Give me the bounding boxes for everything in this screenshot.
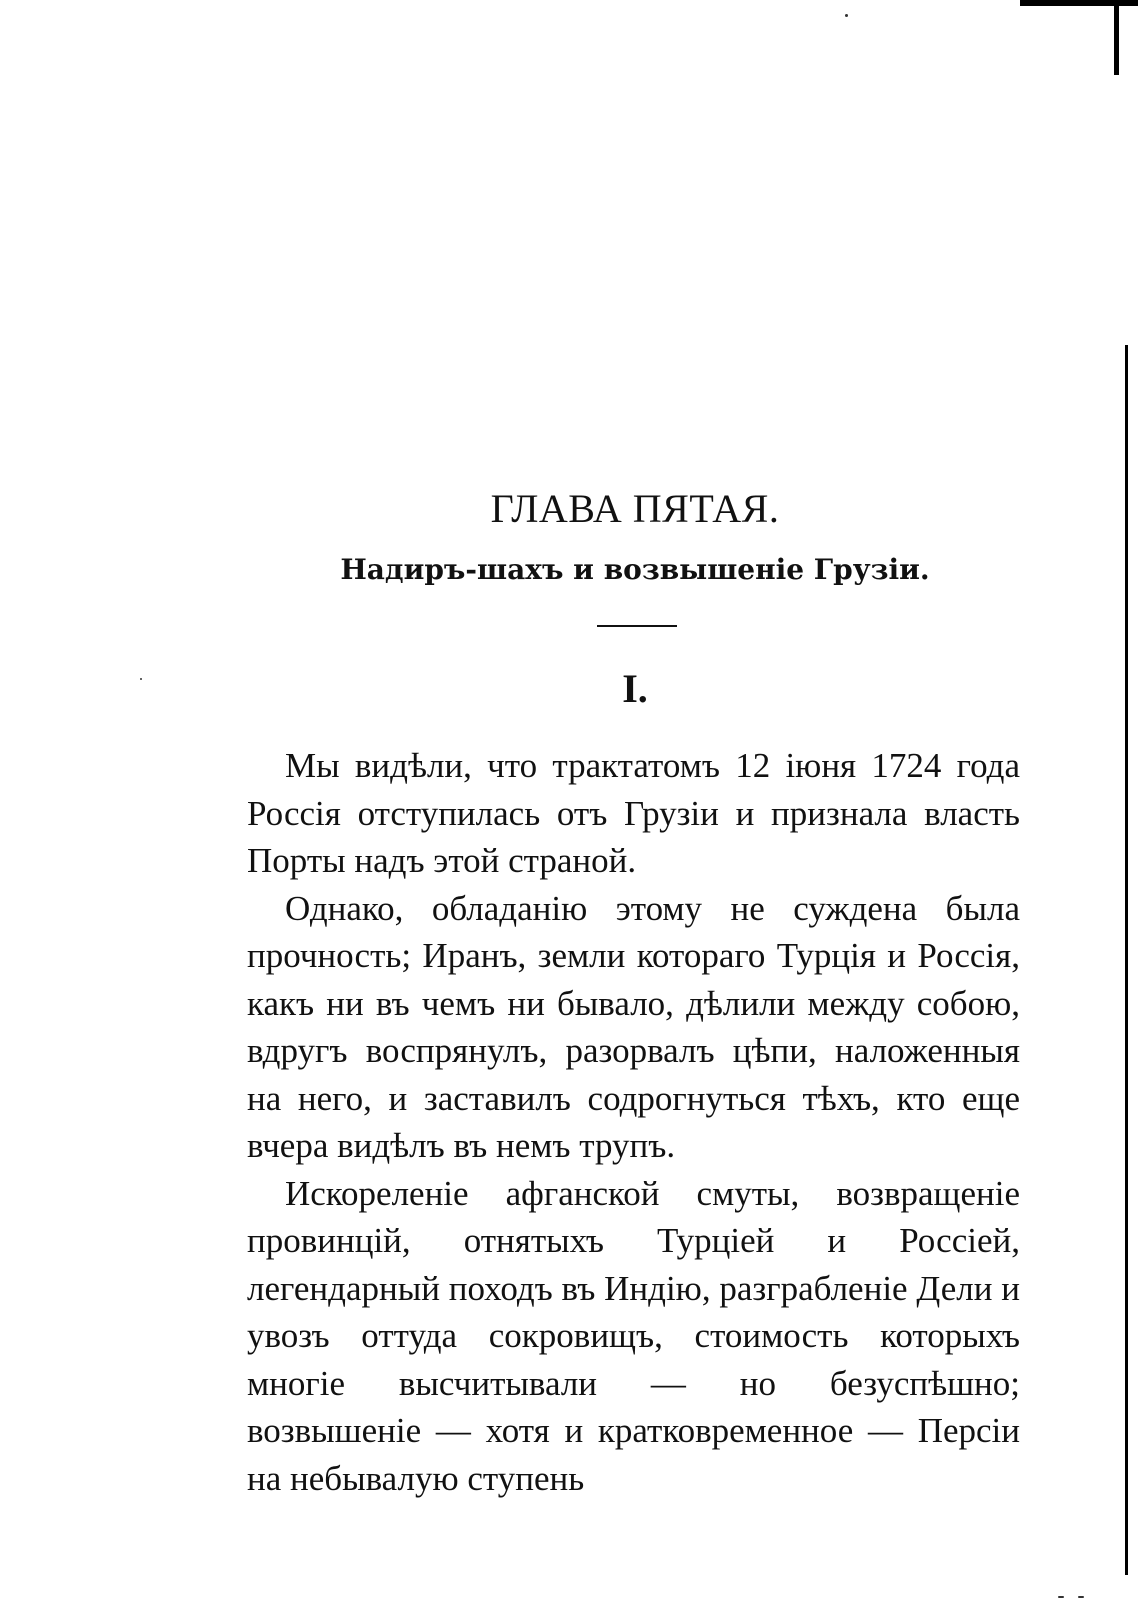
paragraph: Мы видѣли, что трактатомъ 12 іюня 1724 года Россія отступилась отъ Грузіи и признала власть Порты надъ этой страной. — [247, 746, 1020, 880]
chapter-title: ГЛАВА ПЯТАЯ. — [490, 486, 780, 531]
paragraph: Искореленіе афганской смуты, возвращеніе провинцій, отнятыхъ Турціей и Россіей, легендарный походъ въ Индію, разграбленіе Дели и увозъ оттуда сокровищъ, стоимость которыхъ многіе высчитывали — но безуспѣшно; возвышеніе — хотя и кратковременное — Персіи на небывалую ступень — [247, 1173, 1020, 1498]
scan-speck — [140, 678, 142, 680]
paragraph: Однако, обладанію этому не суждена была прочность; Иранъ, земли котораго Турція и Россія, какъ ни въ чемъ ни бывало, дѣлили между собою, вдругъ воспрянулъ, разорвалъ цѣпи, наложенныя на него, и заставилъ содрогнуться тѣхъ, кто еще вчера видѣлъ въ немъ трупъ. — [247, 888, 1020, 1165]
scan-speck — [1078, 1596, 1084, 1598]
divider-rule — [597, 625, 677, 627]
body-text — [247, 742, 1020, 1502]
scan-edge-right — [1125, 345, 1128, 1575]
scan-edge-top — [1020, 0, 1138, 6]
scan-edge-top-right — [1114, 0, 1119, 75]
chapter-subtitle: Надиръ-шахъ и возвышеніе Грузіи. — [340, 553, 930, 586]
section-number: I. — [622, 666, 648, 711]
scan-speck — [845, 14, 848, 17]
scan-speck — [1058, 1596, 1064, 1598]
